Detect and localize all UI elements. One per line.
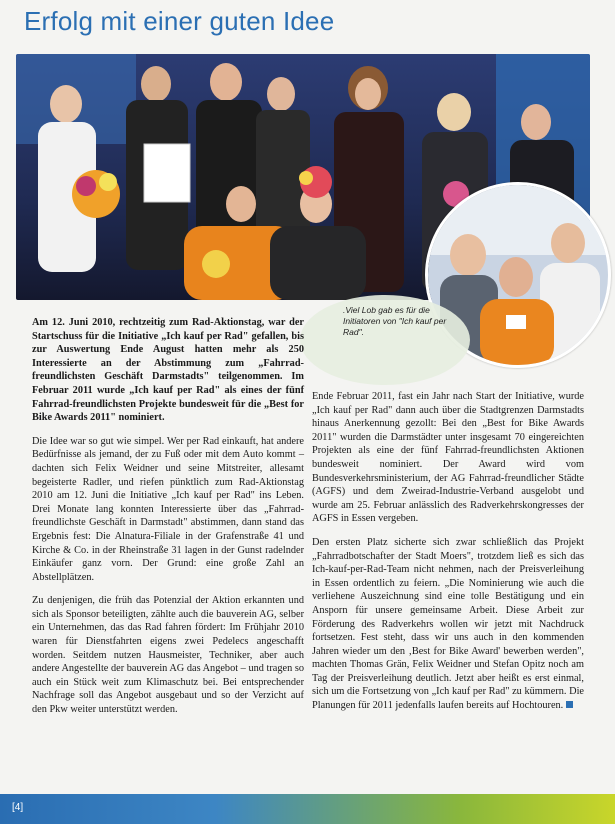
article-column-left xyxy=(32,316,304,727)
article-lead-paragraph: Am 12. Juni 2010, rechtzeitig zum Rad-Aktionstag, war der Startschuss für die Initiative „Ich kauf per Rad" gefallen, bis zur Auswertung Ende August hatten mehr als 250 Interessierte an der Abstimmung zum „Fahrrad-freundlichsten Geschäft Darmstadts" teilgenommen. Im Februar 2011 wurde „Ich kauf per Rad" als eines der fünf Fahrrad-freundlichsten Projekte bundesweit für die „Best for Bike Awards 2011" nominiert. xyxy=(32,317,304,424)
article-column-right xyxy=(312,390,584,723)
article-paragraph xyxy=(312,536,584,713)
article-paragraph-text: Den ersten Platz sicherte sich zwar schließlich das Projekt „Fahrradbotschafter der Stadt Moers", trotzdem ließ es sich das Ich-kauf-per-Rad-Team nicht nehmen, nach der Preisverleihung in Essen ordentlich zu feiern. „Die Nominierung wie auch die verliehene Auszeichnung sind eine tolle Bestätigung und ein Ansporn für unsere gemeinsame Arbeit. Diese Arbeit zur Förderung des Radverkehrs wollen wir jetzt mit Nachdruck fortsetzen. Fest steht, dass wir uns auch in den kommenden Jahren wieder um den ‚Best for Bike Award' bewerben werden", machten Thomas Grän, Felix Weidner und Stefan Opitz noch am Tag der Preisverleihung deutlich. Jetzt aber heißt es erst einmal, sich um die Fortsetzung von „Ich kauf per Rad" zu kümmern. Die Planungen für 2011 jedenfalls laufen bereits auf Hochtouren. xyxy=(312,536,584,712)
page-number: [4] xyxy=(12,802,24,813)
page-title: Erfolg mit einer guten Idee xyxy=(24,6,335,36)
article-paragraph: Zu denjenigen, die früh das Potenzial der Aktion erkannten und sich als Sponsor beteiligten, zählte auch die bauverein AG, selber ein Unternehmen, das das Rad fahren fördert: Im Frühjahr 2010 waren für Dienstfahrten eigens zwei Pedelecs angeschafft worden. Seitdem nutzen Hausmeister, Techniker, aber auch andere Angestellte der bauverein AG das Angebot – und tragen so auch ein Stück weit zum Klimaschutz bei. Bei entsprechender Nachfrage soll das Angebot ausgebaut und so der Verzicht auf den Pkw weiter unterstützt werden. xyxy=(32,595,304,716)
photo-caption: .Viel Lob gab es für die Initiatoren von "Ich kauf per Rad". xyxy=(343,305,447,337)
footer-color-bar xyxy=(0,794,615,824)
end-of-article-square-icon xyxy=(566,701,573,708)
article-paragraph: Die Idee war so gut wie simpel. Wer per Rad einkauft, hat andere Bedürfnisse als jemand, der zu Fuß oder mit dem Auto kommt – dachten sich Felix Weidner und seine Mitstreiter, allesamt begeisterte Radler, und riefen pünktlich zum Rad-Aktionstag 2010 am 12. Juni die Initiative „Ich kauf per Rad" ins Leben. Drei Monate lang konnten Interessierte über das „Fahrrad-freundlichste Geschäft in Darmstadt" abstimmen, dann stand das Ergebnis fest: Die Alnatura-Filiale in der Grafenstraße 41 und Kirche & Co. in der Rheinstraße 31 lagen in der Gunst radelnder Einkäufer ganz vorn. Der Grund: eine große Zahl an Abstellplätzen. xyxy=(32,435,304,583)
article-paragraph: Ende Februar 2011, fast ein Jahr nach Start der Initiative, wurde „Ich kauf per Rad" dann auch über die Stadtgrenzen Darmstadts hinaus Anerkennung gezollt: Bei den „Best for Bike Awards 2011" wurden die Darmstädter unter insgesamt 70 eingereichten Projekten als eine der fünf Fahrrad-freundlichsten Aktionen bundesweit nominiert. Der Award wird vom Bundesverkehrsministerium, der AG Fahrrad-freundlicher Städte (AGFS) und dem Zweirad-Industrie-Verband ausgelobt und wurde am 25. Februar anlässlich des Radverkehrskongresses der AGFS in Essen vergeben. xyxy=(312,391,584,525)
